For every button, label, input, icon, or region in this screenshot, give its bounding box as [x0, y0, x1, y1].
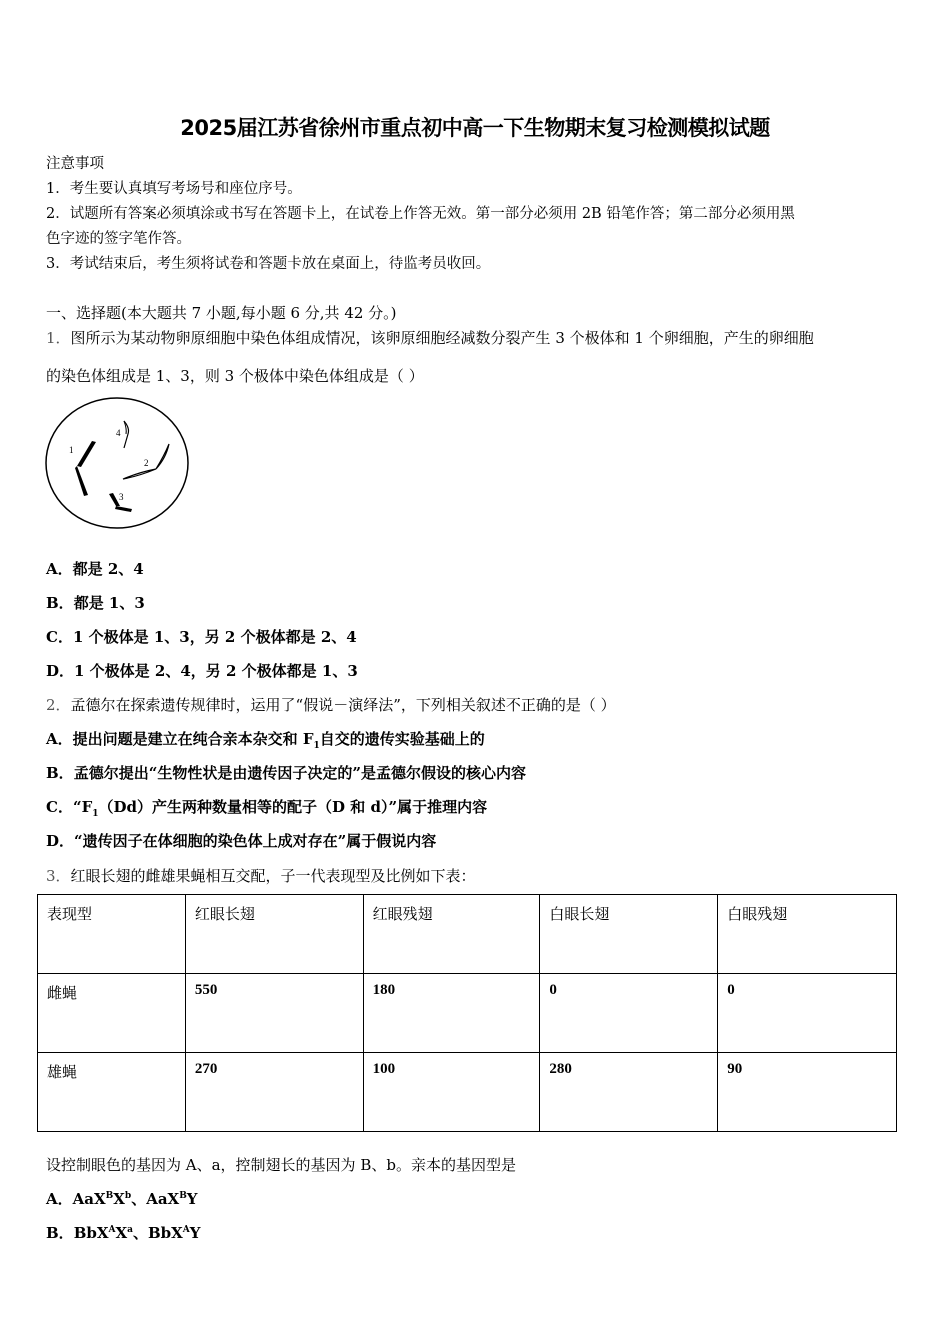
phenotype-table — [37, 894, 897, 1132]
question-text: 红眼长翅的雌雄果蝇相互交配，子一代表现型及比例如下表： — [70, 867, 476, 885]
table-header: 表现型 — [38, 895, 186, 974]
table-header: 红眼长翅 — [185, 895, 363, 974]
table-cell: 0 — [540, 974, 718, 1053]
q2-option-b: B．孟德尔提出“生物性状是由遗传因子决定的”是孟德尔假设的核心内容 — [46, 764, 526, 782]
notice-item-3: 3．考试结束后，考生须将试卷和答题卡放在桌面上，待监考员收回。 — [46, 256, 491, 272]
notice-item-2: 2．试题所有答案必须填涂或书写在答题卡上，在试卷上作答无效。第一部分必须用 2B 铅笔作答；第二部分必须用黑 — [46, 206, 795, 222]
table-cell: 雄蝇 — [38, 1053, 186, 1132]
chromosome-diagram — [44, 396, 190, 532]
q1-option-d: D．1 个极体是 2、4，另 2 个极体都是 1、3 — [46, 662, 358, 680]
q3-option-b: B．$BbX^AX^a$、BbX$^A$Y — [46, 1224, 201, 1242]
table-cell: 0 — [718, 974, 897, 1053]
section-heading: 一、选择题(本大题共 7 小题,每小题 6 分,共 42 分。) — [46, 304, 397, 322]
question-text: 孟德尔在探索遗传规律时，运用了“假说－演绎法”，下列相关叙述不正确的是（ ） — [70, 696, 616, 714]
question-2-stem — [46, 694, 616, 715]
question-text: 图所示为某动物卵原细胞中染色体组成情况，该卵原细胞经减数分裂产生 3 个极体和 1 个卵细胞，产生的卵细胞 — [70, 329, 814, 347]
question-1-line2: 的染色体组成是 1、3，则 3 个极体中染色体组成是（ ） — [46, 367, 424, 385]
table-cell: 90 — [718, 1053, 897, 1132]
notice-heading: 注意事项 — [46, 156, 104, 172]
table-header: 白眼残翅 — [718, 895, 897, 974]
question-number: 3． — [46, 867, 71, 885]
question-3-stem — [46, 865, 476, 886]
table-cell: 550 — [185, 974, 363, 1053]
label-4: 4 — [116, 428, 121, 438]
q2-option-d: D．“遗传因子在体细胞的染色体上成对存在”属于假说内容 — [46, 832, 437, 850]
table-cell: 100 — [363, 1053, 540, 1132]
table-cell: 270 — [185, 1053, 363, 1132]
table-row — [38, 974, 897, 1053]
label-2: 2 — [144, 458, 149, 468]
page-title: 2025届江苏省徐州市重点初中高一下生物期末复习检测模拟试题 — [180, 116, 770, 140]
question-3-followup: 设控制眼色的基因为 A、a，控制翅长的基因为 B、b。亲本的基因型是 — [46, 1156, 516, 1174]
notice-item-2-cont: 色字迹的签字笔作答。 — [46, 231, 191, 247]
label-1: 1 — [69, 445, 74, 455]
table-header: 白眼长翅 — [540, 895, 718, 974]
label-3: 3 — [119, 492, 124, 502]
notice-item-1: 1．考生要认真填写考场号和座位序号。 — [46, 181, 302, 197]
q2-option-c: C．“$F_1(Dd)$产生两种数量相等的配子（D 和 d）”属于推理内容 — [46, 798, 488, 819]
q3-option-a: A．$AaX^BX^b$、AaX$^B$Y — [46, 1190, 198, 1208]
question-1-line1 — [46, 327, 814, 348]
question-number: 2． — [46, 696, 71, 714]
table-cell: 280 — [540, 1053, 718, 1132]
table-header: 红眼残翅 — [363, 895, 540, 974]
q1-option-a: A．都是 2、4 — [46, 560, 144, 578]
table-cell: 180 — [363, 974, 540, 1053]
q1-option-b: B．都是 1、3 — [46, 594, 145, 612]
table-cell: 雌蝇 — [38, 974, 186, 1053]
q1-option-c: C．1 个极体是 1、3，另 2 个极体都是 2、4 — [46, 628, 357, 646]
question-number: 1． — [46, 329, 71, 347]
table-row — [38, 1053, 897, 1132]
table-header-row — [38, 895, 897, 974]
q2-option-a: A．提出问题是建立在纯合亲本杂交和 $F_1$自交的遗传实验基础上的 — [46, 730, 485, 751]
